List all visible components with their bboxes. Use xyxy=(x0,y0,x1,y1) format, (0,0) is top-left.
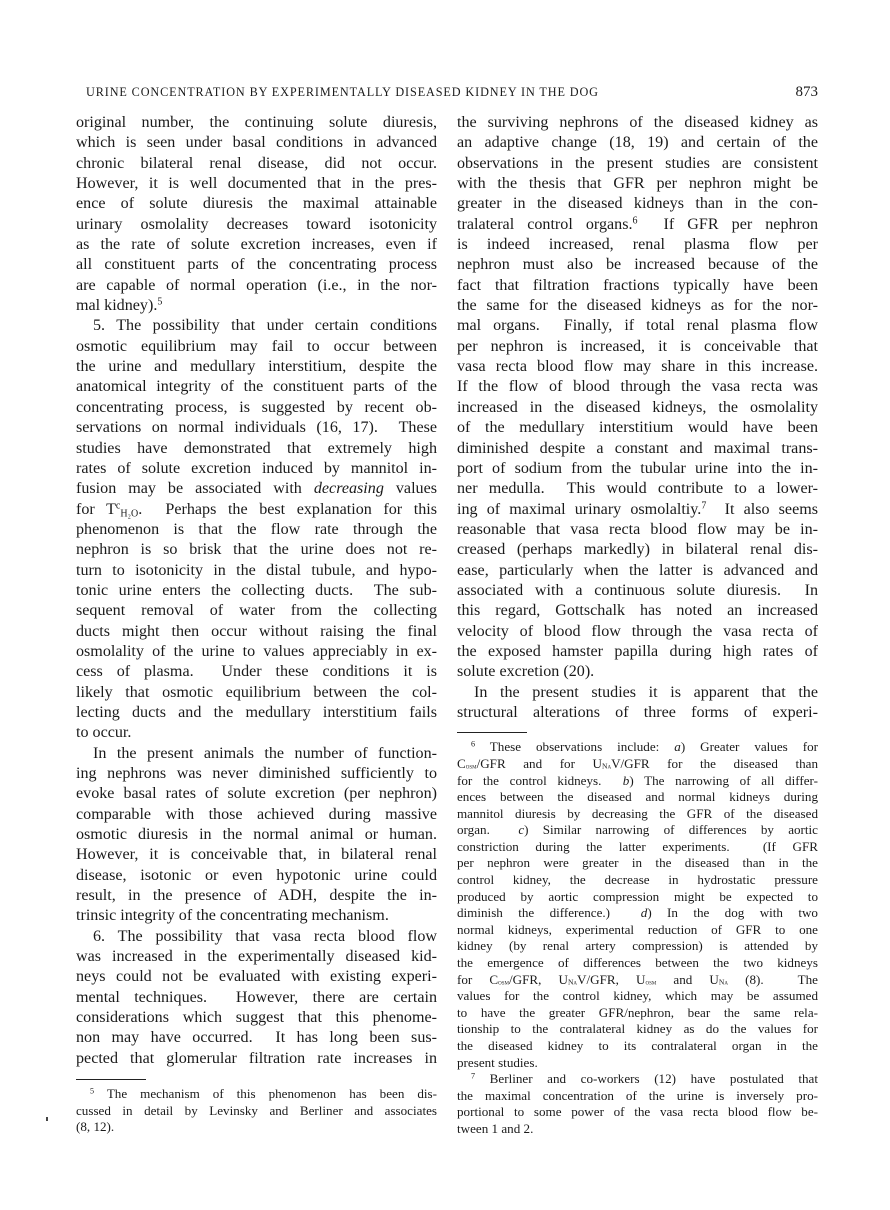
text-run: 6. The possibility that vasa recta blood flow xyxy=(93,927,437,945)
text-run: port of sodium from the tubular urine into the in- xyxy=(457,459,818,477)
text-run: turn to isotonicity in the distal tubule, and hypo- xyxy=(76,561,437,579)
text-run: servations on normal individuals (16, 17). These xyxy=(76,419,437,437)
text-run: values xyxy=(383,480,437,498)
text-run: per nephron were greater in the diseased than in the xyxy=(457,855,818,871)
footnote-line xyxy=(457,922,818,939)
body-line xyxy=(76,886,437,906)
text-run: mannitol diuresis by decreasing the GFR of the diseased xyxy=(457,805,818,821)
right-column xyxy=(457,113,818,1138)
text-run: studies have demonstrated that extremely high xyxy=(76,439,437,457)
text-run: fusion may be associated with xyxy=(76,480,314,498)
page-number: 873 xyxy=(795,84,818,100)
text-run: However, it is conceivable that, in bilateral renal xyxy=(76,846,437,864)
text-run: V/GFR for the diseased than xyxy=(611,755,818,771)
footnote-line xyxy=(457,773,818,790)
footnote-line xyxy=(457,1121,818,1138)
footnote-line xyxy=(457,1038,818,1055)
inline-it: decreasing xyxy=(313,480,384,498)
body-line xyxy=(76,1028,437,1048)
body-line xyxy=(76,947,437,967)
footnote-line xyxy=(457,872,818,889)
inline-smsub: Na xyxy=(567,977,578,986)
text-run: the exposed hamster papilla during high rates of xyxy=(457,642,818,660)
footnote-line xyxy=(76,1086,437,1103)
body-line xyxy=(76,459,437,479)
body-line xyxy=(457,154,818,174)
text-run: disease, isotonic or even hypotonic urine could xyxy=(76,866,437,884)
body-line xyxy=(457,418,818,438)
text-run: greater in the diseased kidneys than in the con- xyxy=(457,195,818,213)
text-run: to occur. xyxy=(76,724,132,742)
body-line xyxy=(76,622,437,642)
text-run: and U xyxy=(656,971,719,987)
footnote-line xyxy=(457,955,818,972)
text-run: cussed in detail by Levinsky and Berliner and associates xyxy=(76,1102,437,1118)
text-run: diminish the difference.) xyxy=(457,905,641,921)
text-run: tween 1 and 2. xyxy=(457,1120,534,1136)
footnote-line xyxy=(457,855,818,872)
text-run: associated with a continuous solute diuresis. In xyxy=(457,581,818,599)
text-run: per nephron is increased, it is conceivable that xyxy=(457,337,818,355)
body-line xyxy=(76,581,437,601)
left-column xyxy=(76,113,437,1069)
footnote-line xyxy=(457,938,818,955)
footnote-line xyxy=(76,1119,437,1136)
text-run: the same for the diseased kidneys as for the nor- xyxy=(457,297,818,315)
body-line xyxy=(457,377,818,397)
footnote-line xyxy=(457,822,818,839)
body-line xyxy=(76,316,437,336)
text-run: diminished despite a constant and maximal trans- xyxy=(457,439,818,457)
body-line xyxy=(76,255,437,275)
text-run: osmotic equilibrium may fail to occur between xyxy=(76,337,437,355)
body-line xyxy=(457,479,818,499)
body-line xyxy=(76,377,437,397)
text-run: . Perhaps the best explanation for this xyxy=(138,500,437,518)
text-run: reasonable that vasa recta blood flow may be in- xyxy=(457,520,818,538)
text-run: mental techniques. However, there are certain xyxy=(76,988,437,1006)
body-line xyxy=(76,906,437,926)
body-line xyxy=(457,235,818,255)
body-line xyxy=(76,703,437,723)
text-run: nephron is so brisk that the urine does not re- xyxy=(76,541,437,559)
footnote-marker: 5 xyxy=(157,296,163,308)
body-line xyxy=(76,337,437,357)
body-line xyxy=(457,703,818,723)
body-line xyxy=(76,113,437,133)
text-run: 5. The possibility that under certain conditions xyxy=(93,317,437,335)
body-line xyxy=(76,235,437,255)
body-line xyxy=(457,561,818,581)
body-line xyxy=(76,296,437,316)
footnote-line xyxy=(457,756,818,773)
body-line xyxy=(76,723,437,743)
body-line xyxy=(457,133,818,153)
text-run: creased (perhaps markedly) in bilateral renal dis- xyxy=(457,541,818,559)
footnote-line xyxy=(457,1021,818,1038)
text-run: pected that glomerular filtration rate increases in xyxy=(76,1049,437,1067)
text-run: original number, the continuing solute diuresis, xyxy=(76,114,437,131)
text-run: evoke basal rates of solute excretion (per nephron) xyxy=(76,785,437,803)
body-line xyxy=(76,967,437,987)
body-line xyxy=(457,439,818,459)
body-line xyxy=(76,866,437,886)
text-run: neys could not be evaluated with existing experi- xyxy=(76,968,437,986)
footnote-line xyxy=(457,1104,818,1121)
footnote-rule xyxy=(76,1079,146,1080)
footnote-marker: 6 xyxy=(632,215,638,227)
body-line xyxy=(76,927,437,947)
body-line xyxy=(76,520,437,540)
left-footnotes xyxy=(76,1079,437,1136)
text-run: for T xyxy=(76,500,116,518)
body-line xyxy=(457,398,818,418)
body-line xyxy=(457,500,818,520)
body-line xyxy=(76,194,437,214)
text-run: fact that filtration fractions typically have been xyxy=(457,276,818,294)
text-run: result, in the presence of ADH, despite the in- xyxy=(76,887,437,905)
body-line xyxy=(76,561,437,581)
text-run: produced by aortic compression might be expected to xyxy=(457,888,818,904)
body-line xyxy=(76,805,437,825)
text-run: urinary osmolality decreases toward isotonicity xyxy=(76,215,437,233)
text-run: likely that osmotic equilibrium between the col- xyxy=(76,683,437,701)
footnote-rule xyxy=(457,732,527,733)
body-line xyxy=(76,133,437,153)
body-line xyxy=(76,784,437,804)
body-line xyxy=(76,418,437,438)
text-run: ) Greater values for xyxy=(680,739,818,755)
body-line xyxy=(457,601,818,621)
footnote-line xyxy=(457,806,818,823)
text-run: rates of solute excretion induced by mannitol in- xyxy=(76,459,437,477)
text-run: for the control kidneys. xyxy=(457,772,623,788)
text-run: In the present studies it is apparent that the xyxy=(474,683,818,701)
text-run: osmotic diuresis in the normal animal or human. xyxy=(76,826,437,844)
text-run: ence of solute diuresis the maximal attainable xyxy=(76,195,437,213)
text-run: mal organs. Finally, if total renal plasma flow xyxy=(457,317,818,335)
footnote-line xyxy=(457,839,818,856)
inline-it: d xyxy=(640,905,648,921)
body-line xyxy=(76,500,437,520)
body-line xyxy=(76,988,437,1008)
body-line xyxy=(457,540,818,560)
footnote-line xyxy=(457,988,818,1005)
footnote-line xyxy=(457,1055,818,1072)
body-line xyxy=(457,622,818,642)
text-run: structural alterations of three forms of experi- xyxy=(457,703,818,721)
footnote-line xyxy=(457,889,818,906)
text-run: solute excretion (20). xyxy=(457,663,595,681)
text-run: osmolality of the urine to values appreciably in ex- xyxy=(76,642,437,660)
text-run: trinsic integrity of the concentrating mechanism. xyxy=(76,907,389,925)
inline-smsub: Na xyxy=(601,761,612,771)
text-run: which is seen under basal conditions in advanced xyxy=(76,134,437,152)
text-run: tonic urine enters the collecting ducts. The sub- xyxy=(76,581,437,599)
text-run: nephron must also be increased because of the xyxy=(457,256,818,274)
text-run: These observations include: xyxy=(475,739,675,755)
inline-smsub: Na xyxy=(718,977,728,986)
text-run: (8, 12). xyxy=(76,1119,115,1135)
footnote-line xyxy=(457,1071,818,1088)
text-run: increased in the diseased kidneys, the osmolality xyxy=(457,398,818,416)
text-run: comparable with those achieved during massive xyxy=(76,805,437,823)
body-line xyxy=(457,276,818,296)
footnote-marker: 6 xyxy=(471,739,476,749)
text-run: In the present animals the number of function- xyxy=(93,744,437,762)
footnote-line xyxy=(457,789,818,806)
inline-it: c xyxy=(518,822,525,838)
text-run: velocity of blood flow through the vasa recta of xyxy=(457,622,818,640)
scan-mark xyxy=(46,1117,48,1121)
text-run: the emergence of differences between the two kidneys xyxy=(457,955,818,971)
body-line xyxy=(457,337,818,357)
text-run: If the flow of blood through the vasa recta was xyxy=(457,378,818,396)
inline-smsub: osm xyxy=(498,977,509,986)
text-run: concentrating process, is suggested by recent ob- xyxy=(76,398,437,416)
footnote-marker: 5 xyxy=(90,1086,95,1096)
body-line xyxy=(76,662,437,682)
body-line xyxy=(457,520,818,540)
text-run: ) The narrowing of all differ- xyxy=(629,772,818,788)
text-run: vasa recta blood flow may share in this increase. xyxy=(457,358,818,376)
body-line xyxy=(76,642,437,662)
body-line xyxy=(76,174,437,194)
text-run: constriction during the latter experiments. (If GFR xyxy=(457,838,818,854)
inline-it: b xyxy=(622,772,630,788)
text-run: C xyxy=(457,755,466,771)
body-line xyxy=(457,357,818,377)
body-line xyxy=(76,1008,437,1028)
text-run: chronic bilateral renal disease, did not occur. xyxy=(76,154,437,172)
footnote-line xyxy=(457,1088,818,1105)
text-run: ing of maximal urinary osmolaltiy. xyxy=(457,500,702,518)
text-run: /GFR and for U xyxy=(476,755,602,771)
text-run: The mechanism of this phenomenon has been dis- xyxy=(94,1086,437,1101)
running-title: URINE CONCENTRATION BY EXPERIMENTALLY DISEASED KIDNEY IN THE DOG xyxy=(86,85,599,99)
body-line xyxy=(76,601,437,621)
right-footnotes xyxy=(457,739,818,1137)
text-run: observations in the present studies are consistent xyxy=(457,154,818,172)
text-run: lecting ducts and the medullary interstitium fails xyxy=(76,703,437,721)
text-run: Berliner and co-workers (12) have postulated that xyxy=(475,1071,818,1087)
text-run: ing nephrons was never diminished sufficiently to xyxy=(76,765,437,782)
footnote-marker: c xyxy=(115,500,121,512)
body-line xyxy=(76,825,437,845)
text-run: /GFR, U xyxy=(508,971,568,987)
footnote-marker: 7 xyxy=(701,500,707,512)
body-line xyxy=(457,642,818,662)
body-line xyxy=(76,439,437,459)
body-line xyxy=(76,845,437,865)
text-run: portional to some power of the vasa recta blood flow be- xyxy=(457,1104,818,1120)
body-line xyxy=(457,296,818,316)
text-run: sequent removal of water from the collecting xyxy=(76,602,437,620)
body-line xyxy=(76,357,437,377)
text-run: If GFR per nephron xyxy=(637,215,818,233)
body-line xyxy=(76,744,437,764)
inline-sub: H₂O xyxy=(120,508,139,520)
text-run: as the rate of solute excretion increases, even if xyxy=(76,236,437,254)
text-run: phenomenon is that the flow rate through the xyxy=(76,520,437,538)
text-run: the diseased kidney to its contralateral organ in the xyxy=(457,1038,818,1053)
body-line xyxy=(76,764,437,784)
body-line xyxy=(457,113,818,133)
text-run: mal kidney). xyxy=(76,297,158,315)
body-line xyxy=(457,174,818,194)
body-line xyxy=(457,683,818,703)
footnote-marker: 7 xyxy=(471,1071,476,1081)
text-run: tionship to the contralateral kidney as do the values for xyxy=(457,1021,818,1037)
text-run: with the thesis that GFR per nephron might be xyxy=(457,175,818,193)
text-run: are capable of normal operation (i.e., in the nor- xyxy=(76,276,437,294)
text-run: However, it is well documented that in the pres- xyxy=(76,175,437,193)
text-run: the surviving nephrons of the diseased kidney as xyxy=(457,114,818,131)
text-run: to have the greater GFR/nephron, bear the same rela- xyxy=(457,1004,818,1020)
text-run: anatomical integrity of the constituent parts of the xyxy=(76,378,437,396)
body-line xyxy=(457,581,818,601)
text-run: ) Similar narrowing of differences by aortic xyxy=(524,822,818,838)
text-run: the maximal concentration of the urine is inversely pro- xyxy=(457,1087,818,1103)
text-run: normal kidneys, experimental reduction of GFR to one xyxy=(457,921,818,937)
text-run: was increased in the experimentally diseased kid- xyxy=(76,948,437,966)
text-run: non may have occurred. It has long been sus- xyxy=(76,1029,437,1047)
footnote-line xyxy=(457,905,818,922)
text-run: considerations which suggest that this phenome- xyxy=(76,1009,437,1027)
body-line xyxy=(76,683,437,703)
text-run: the urine and medullary interstitium, despite the xyxy=(76,358,437,376)
text-run: V/GFR, U xyxy=(577,971,646,987)
inline-smsub: osm xyxy=(465,761,477,771)
body-line xyxy=(76,398,437,418)
text-run: ner medulla. This would contribute to a lower- xyxy=(457,480,818,498)
footnote-line xyxy=(457,739,818,756)
footnote-5 xyxy=(76,1086,437,1136)
text-run: (8). The xyxy=(727,971,818,987)
text-run: of the medullary interstitium would have been xyxy=(457,419,818,437)
text-run: ducts might then occur without raising the final xyxy=(76,622,437,640)
footnote-line xyxy=(76,1103,437,1120)
right-body-text xyxy=(457,113,818,723)
text-run: an adaptive change (18, 19) and certain of the xyxy=(457,134,818,152)
body-line xyxy=(457,194,818,214)
text-run: is indeed increased, renal plasma flow per xyxy=(457,236,818,254)
footnote-line xyxy=(457,1005,818,1022)
body-line xyxy=(76,1049,437,1069)
body-line xyxy=(76,154,437,174)
text-run: control kidney, the decrease in hydrostatic pressure xyxy=(457,872,818,888)
body-line xyxy=(76,479,437,499)
body-line xyxy=(76,276,437,296)
text-run: all constituent parts of the concentrating process xyxy=(76,256,437,274)
text-run: this regard, Gottschalk has noted an increased xyxy=(457,602,818,620)
text-run: ease, particularly when the latter is advanced and xyxy=(457,561,818,579)
running-head xyxy=(86,85,818,105)
text-run: for C xyxy=(457,971,499,987)
text-run: kidney (by renal artery compression) is attended by xyxy=(457,938,818,954)
text-run: organ. xyxy=(457,822,519,838)
body-line xyxy=(457,255,818,275)
body-line xyxy=(76,215,437,235)
body-line xyxy=(457,215,818,235)
text-run: present studies. xyxy=(457,1054,538,1070)
body-line xyxy=(457,662,818,682)
text-run: tralateral control organs. xyxy=(457,215,633,233)
body-line xyxy=(457,459,818,479)
text-run: cess of plasma. Under these conditions it is xyxy=(76,663,437,681)
body-line xyxy=(76,540,437,560)
text-run: ) In the dog with two xyxy=(647,905,818,921)
body-line xyxy=(457,316,818,336)
inline-it: a xyxy=(674,739,681,755)
text-run: ences between the diseased and normal kidneys during xyxy=(457,789,818,805)
inline-smsub: osm xyxy=(645,977,657,986)
text-run: values for the control kidney, which may be assumed xyxy=(457,988,818,1004)
text-run: It also seems xyxy=(706,500,818,518)
footnote-line xyxy=(457,972,818,989)
